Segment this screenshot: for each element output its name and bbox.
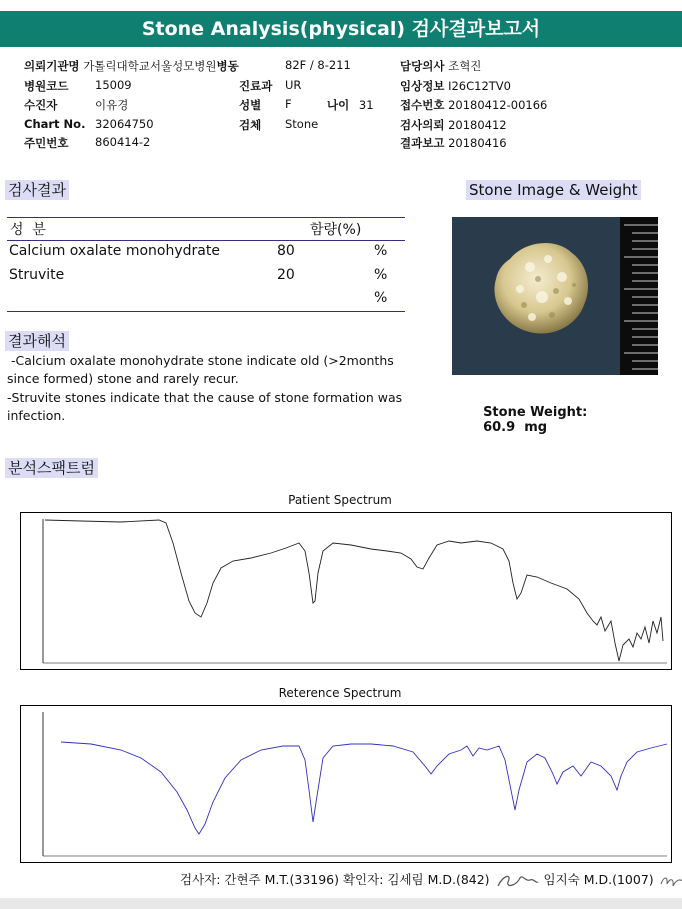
footer-confirmer-text: 임지숙 M.D.(1007) <box>543 872 654 887</box>
interpretation-heading: 결과해석 <box>5 331 69 351</box>
hospital-code-value: 15009 <box>95 78 132 92</box>
age-value: 31 <box>358 98 374 112</box>
footer-examiner-text: 검사자: 간현주 M.T.(33196) 확인자: 김세림 M.D.(842) <box>180 872 490 887</box>
row-2-unit: % <box>374 267 388 283</box>
bottom-bar <box>0 898 682 909</box>
row-3-unit: % <box>374 290 388 306</box>
signature-icon <box>494 872 540 890</box>
clinical-info-label: 임상정보 <box>400 79 445 93</box>
receipt-value: 20180412-00166 <box>448 98 548 112</box>
report-label: 결과보고 <box>400 136 445 150</box>
specimen-value: Stone <box>285 117 319 131</box>
info-patient <box>24 97 57 113</box>
rrn-value: 860414-2 <box>95 135 151 149</box>
info-hospital-code <box>24 78 68 94</box>
col-component: 성 분 <box>10 222 46 238</box>
row-2-name: Struvite <box>9 267 65 283</box>
info-chart <box>24 117 85 131</box>
chart-label: Chart No. <box>24 117 86 131</box>
row-1-value: 80 <box>277 243 295 259</box>
reference-spectrum-title: Reterence Spectrum <box>278 686 402 700</box>
info-department <box>239 78 272 94</box>
receipt-label: 접수번호 <box>400 98 445 112</box>
footer-signatures <box>180 870 682 890</box>
results-heading: 검사결과 <box>5 180 69 200</box>
row-1-unit: % <box>374 243 388 259</box>
reference-spectrum-plot <box>20 705 672 863</box>
info-report <box>400 135 507 151</box>
stone-photo <box>452 217 658 375</box>
patient-spectrum-plot <box>20 512 672 670</box>
signature-2-icon <box>658 872 682 890</box>
info-request <box>400 117 507 133</box>
sex-label: 성별 <box>239 98 262 112</box>
stone-weight <box>474 390 587 435</box>
info-age <box>327 97 374 113</box>
institution-label: 의뢰기관명 <box>24 59 80 73</box>
stone-weight-label: Stone Weight: <box>483 405 588 420</box>
info-doctor <box>400 58 481 74</box>
clinical-info-value: I26C12TV0 <box>448 79 511 93</box>
sex-value: F <box>285 97 292 111</box>
age-label: 나이 <box>327 98 350 112</box>
table-header-rule <box>7 240 405 241</box>
department-value: UR <box>285 78 302 92</box>
interpretation-line-1: -Calcium oxalate monohydrate stone indicate old (>2months since formed) stone and rarely recur. <box>7 353 398 386</box>
stone-weight-value: 60.9 mg <box>483 420 548 435</box>
hospital-code-label: 병원코드 <box>24 79 69 93</box>
table-bottom-rule <box>7 311 405 312</box>
info-specimen <box>239 117 261 133</box>
report-title: Stone Analysis(physical) 검사결과보고서 <box>0 11 682 47</box>
image-heading: Stone Image & Weight <box>466 180 641 200</box>
department-label: 진료과 <box>239 79 273 93</box>
table-top-rule <box>7 217 405 218</box>
info-receipt <box>400 97 547 113</box>
patient-value: 이유경 <box>95 98 129 112</box>
patient-spectrum-title: Patient Spectrum <box>288 493 392 507</box>
patient-label: 수진자 <box>24 98 58 112</box>
info-sex <box>239 97 261 113</box>
request-value: 20180412 <box>448 118 507 132</box>
spectrum-heading: 분석스팩트럼 <box>5 458 98 478</box>
doctor-label: 담당의사 <box>400 59 445 73</box>
chart-value: 32064750 <box>95 117 154 131</box>
request-label: 검사의뢰 <box>400 118 445 132</box>
report-value: 20180416 <box>448 136 507 150</box>
info-institution <box>24 58 239 74</box>
interpretation-line-2: -Struvite stones indicate that the cause of stone formation was infection. <box>7 390 403 423</box>
doctor-value: 조혁진 <box>448 59 482 73</box>
ward-value: 82F / 8-211 <box>285 58 351 72</box>
info-rrn <box>24 135 68 151</box>
institution-value: 가톨릭대학교서울성모병원 <box>83 59 217 73</box>
row-1-name: Calcium oxalate monohydrate <box>9 243 220 259</box>
rrn-label: 주민번호 <box>24 136 69 150</box>
row-2-value: 20 <box>277 267 295 283</box>
specimen-label: 검체 <box>239 118 262 132</box>
col-content: 함량(%) <box>310 222 362 238</box>
info-clinical <box>400 78 511 94</box>
ward-label: 병동 <box>216 59 239 73</box>
